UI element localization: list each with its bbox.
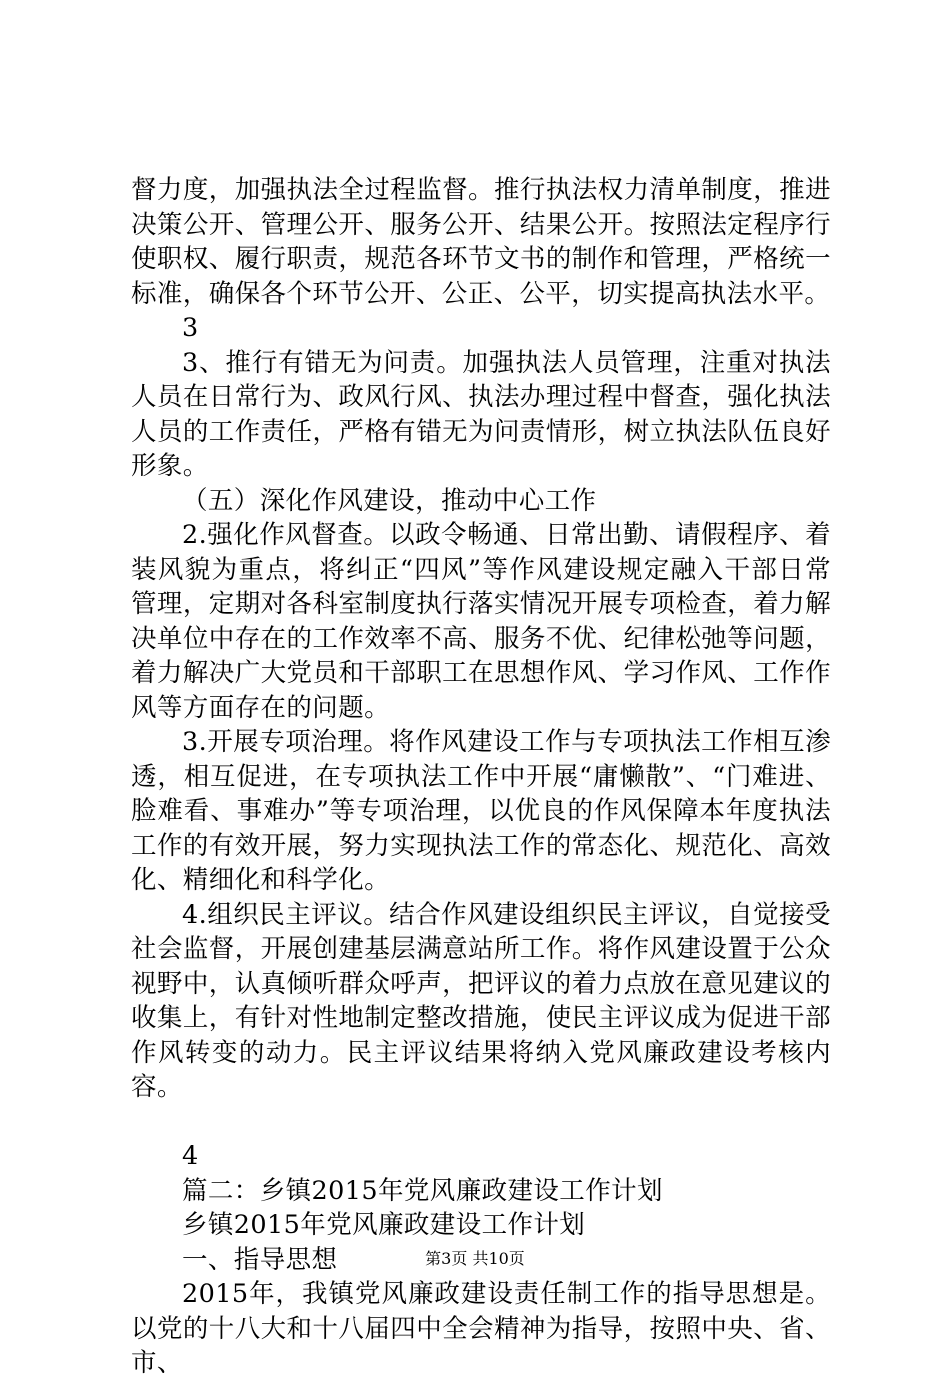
paragraph-guiding-thought: 2015年，我镇党风廉政建设责任制工作的指导思想是。以党的十八大和十八届四中全会精神为指导，按照中央、省、市、 [131,1279,831,1378]
section-heading-guiding-thought: 一、指导思想 [182,1244,338,1275]
paragraph-special-governance: 3.开展专项治理。将作风建设工作与专项执法工作相互渗透，相互促进，在专项执法工作中开展“庸懒散”、“门难进、脸难看、事难办”等专项治理，以优良的作风保障本年度执法工作的有效开展，努力实现执法工作的常态化、规范化、高效化、精细化和科学化。 [131,727,831,895]
paragraph-continuation: 督力度，加强执法全过程监督。推行执法权力清单制度，推进决策公开、管理公开、服务公开、结果公开。按照法定程序行使职权、履行职责，规范各环节文书的制作和管理，严格统一标准，确保各个环节公开、公正、公平，切实提高执法水平。 [131,175,831,309]
section-heading-five: （五）深化作风建设，推动中心工作 [182,485,597,516]
article-two-title: 篇二：乡镇2015年党风廉政建设工作计划 [182,1175,663,1206]
paragraph-style-supervision: 2.强化作风督查。以政令畅通、日常出勤、请假程序、着装风貌为重点，将纠正“四风”等作风建设规定融入干部日常管理，定期对各科室制度执行落实情况开展专项检查，着力解决单位中存在的工作效率不高、服务不优、纪律松弛等问题，着力解决广大党员和干部职工在思想作风、学习作风、工作作风等方面存在的问题。 [131,520,831,723]
paragraph-accountability: 3、推行有错无为问责。加强执法人员管理，注重对执法人员在日常行为、政风行风、执法办理过程中督查，强化执法人员的工作责任，严格有错无为问责情形，树立执法队伍良好形象。 [131,347,831,481]
plan-title: 乡镇2015年党风廉政建设工作计划 [182,1210,586,1240]
document-body [131,173,831,1381]
paragraph-democratic-review: 4.组织民主评议。结合作风建设组织民主评议，自觉接受社会监督，开展创建基层满意站所工作。将作风建设置于公众视野中，认真倾听群众呼声，把评议的着力点放在意见建议的收集上，有针对性地制定整改措施，使民主评议成为促进干部作风转变的动力。民主评议结果将纳入党风廉政建设考核内容。 [131,899,831,1102]
paragraph-gap [131,1105,831,1140]
page-number-marker: 3 [182,313,199,343]
page-number-marker: 4 [182,1141,199,1171]
page-footer: 第3页 共10页 [425,1249,525,1268]
